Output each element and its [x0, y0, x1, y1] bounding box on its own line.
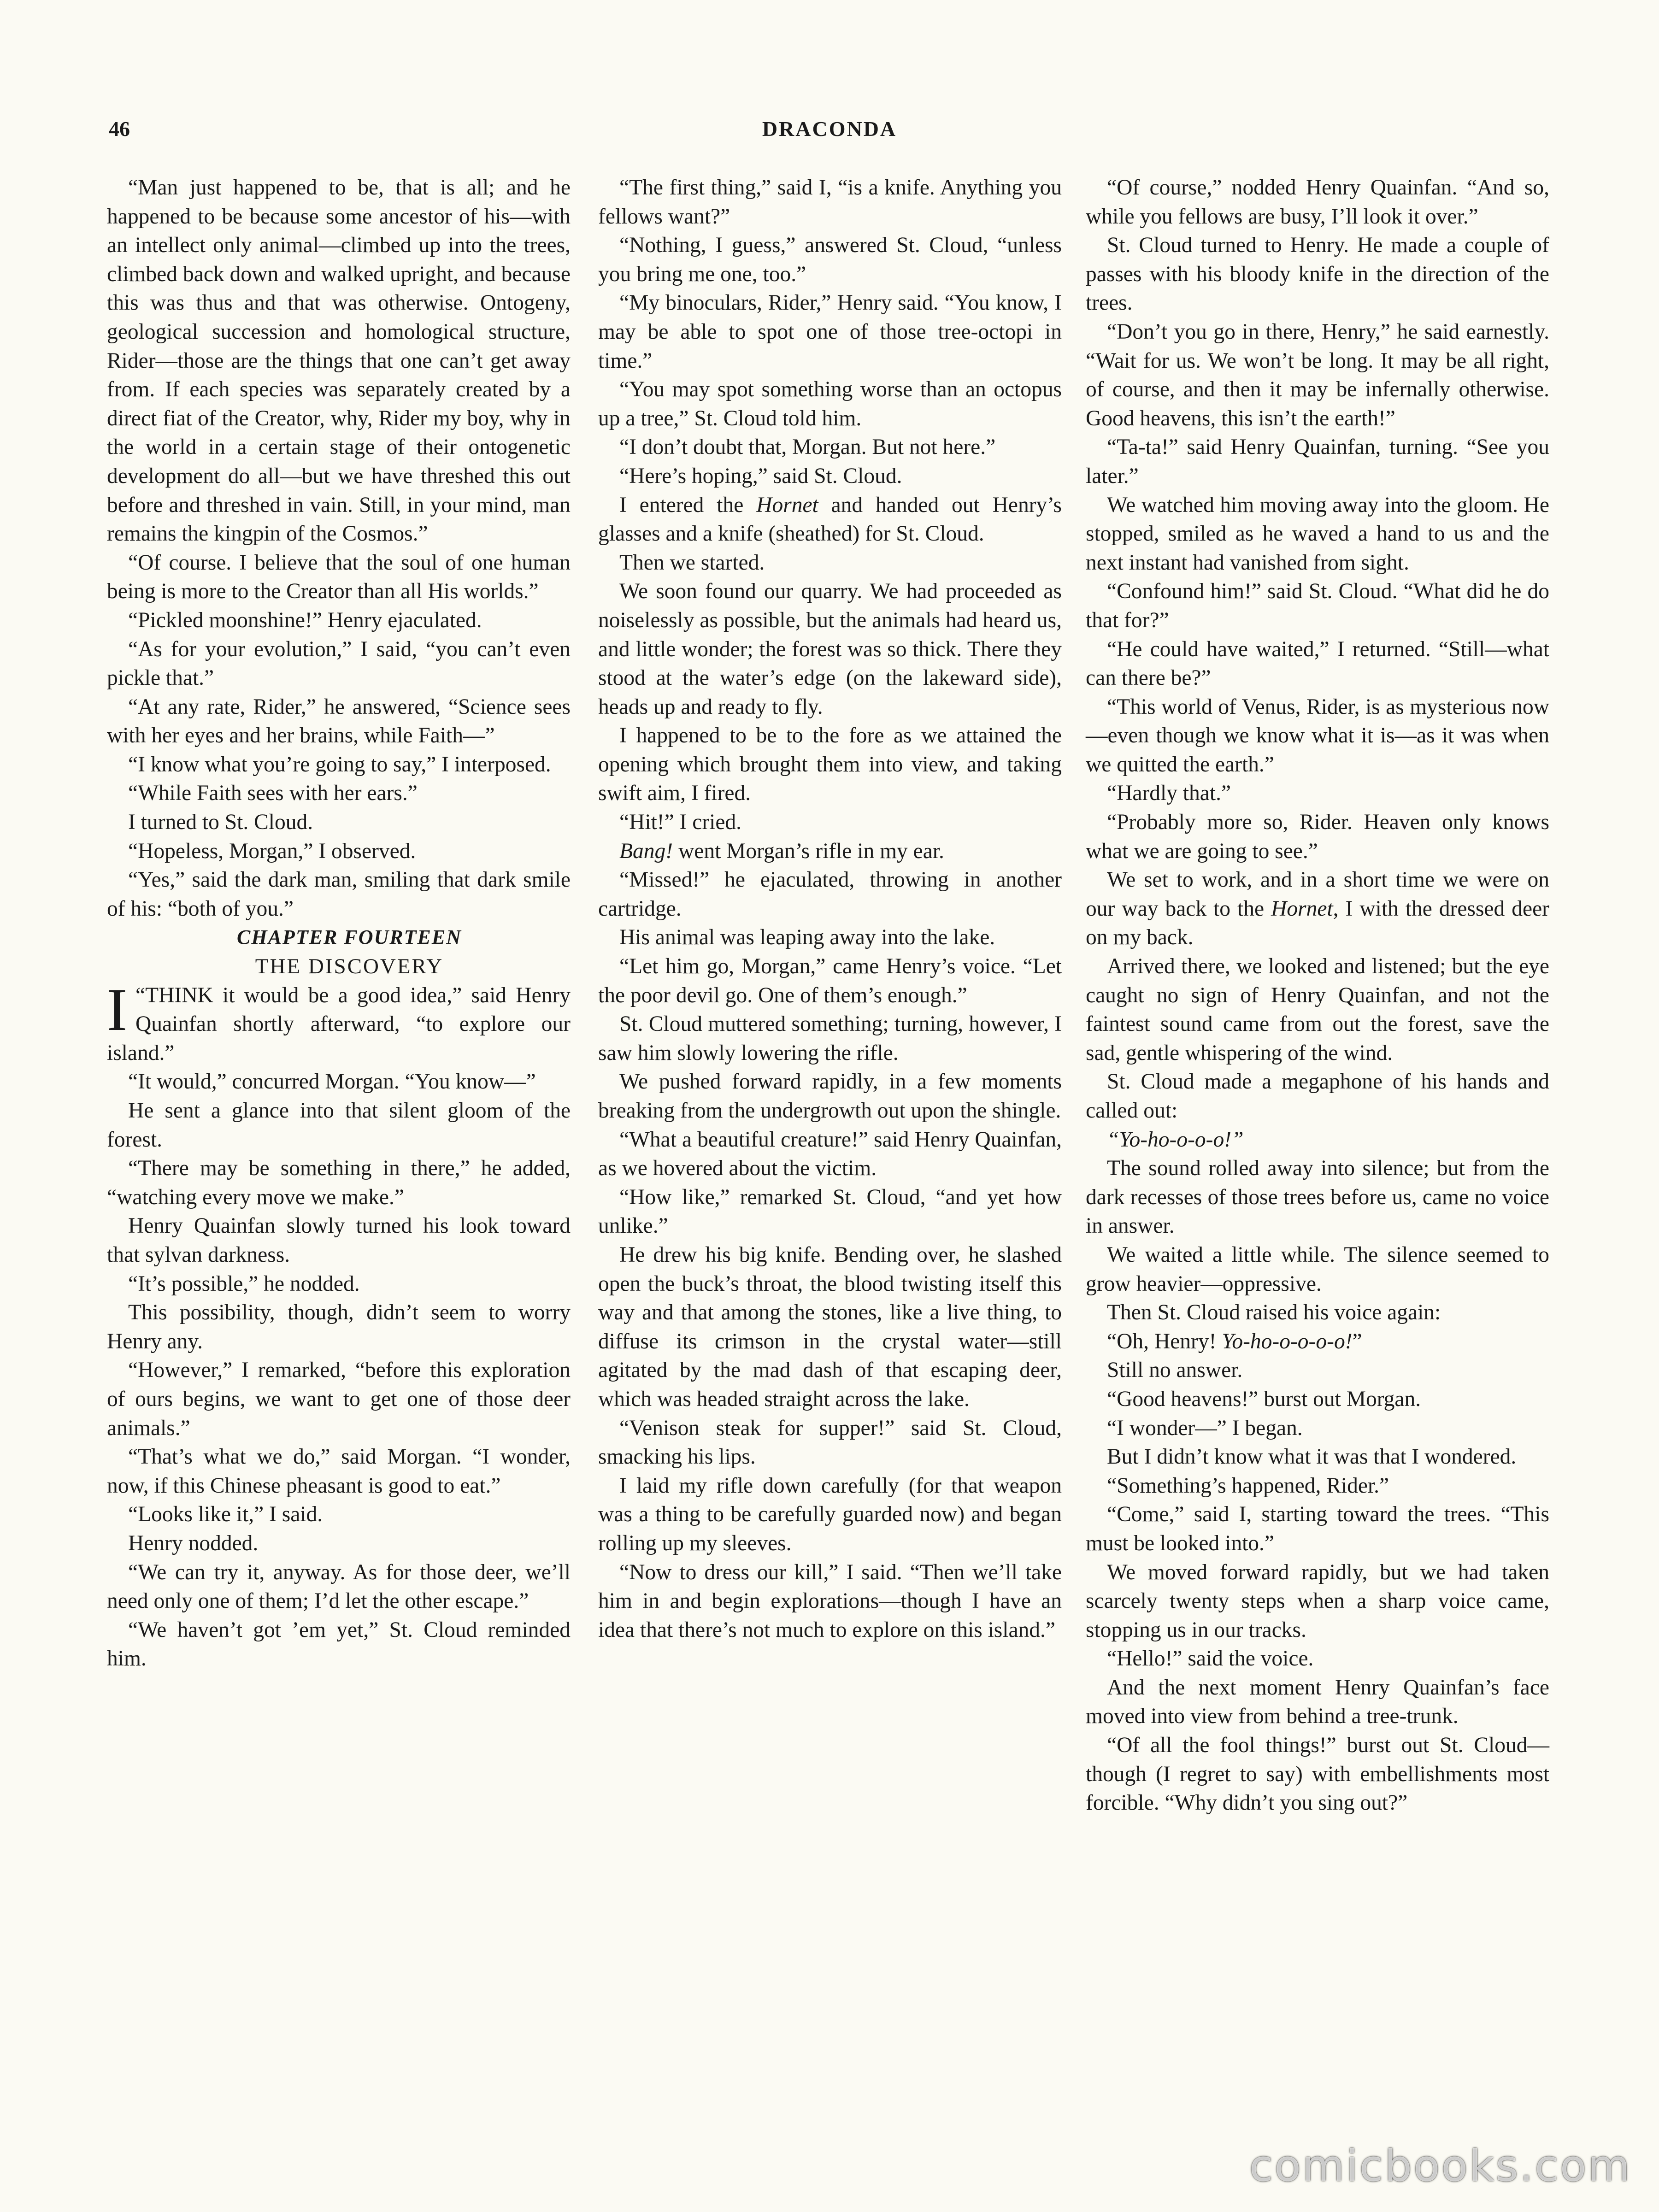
paragraph: “Nothing, I guess,” answered St. Cloud, “unless you bring me one, too.” [598, 233, 1062, 286]
paragraph: “You may spot something worse than an octopus up a tree,” St. Cloud told him. [598, 377, 1062, 430]
paragraph: “I know what you’re going to say,” I interposed. [128, 752, 551, 777]
paragraph: “Come,” said I, starting toward the trees. “This must be looked into.” [1086, 1502, 1549, 1555]
paragraph: I laid my rifle down carefully (for that weapon was a thing to be carefully guarded now) and began rolling up my sleeves. [598, 1473, 1062, 1555]
running-title: DRACONDA [762, 117, 897, 141]
paragraph: “What a beautiful creature!” said Henry Quainfan, as we hovered about the victim. [598, 1127, 1062, 1181]
paragraph: “Looks like it,” I said. [128, 1502, 323, 1527]
paragraph: “The first thing,” said I, “is a knife. Anything you fellows want?” [598, 176, 1062, 229]
paragraph: “That’s what we do,” said Morgan. “I wonder, now, if this Chinese pheasant is good to eat.” [107, 1445, 571, 1498]
paragraph: Still no answer. [1107, 1358, 1243, 1382]
page-header [0, 111, 1659, 147]
paragraph: “Hopeless, Morgan,” I observed. [128, 839, 416, 863]
paragraph: We watched him moving away into the gloom. He stopped, smiled as he waved a hand to us and the next instant had vanished from sight. [1086, 493, 1549, 575]
paragraph: “Of course,” nodded Henry Quainfan. “And so, while you fellows are busy, I’ll look it over.” [1086, 176, 1549, 229]
paragraph: We moved forward rapidly, but we had taken scarcely twenty steps when a sharp voice came, stopping us in our tracks. [1086, 1560, 1549, 1642]
paragraph: “Pickled moonshine!” Henry ejaculated. [128, 608, 482, 632]
paragraph: His animal was leaping away into the lake. [619, 925, 995, 950]
column-1-paragraphs-after [107, 1067, 571, 1673]
paragraph: “There may be something in there,” he added, “watching every move we make.” [107, 1156, 571, 1209]
paragraph: “I don’t doubt that, Morgan. But not here.” [619, 435, 996, 459]
paragraph: “My binoculars, Rider,” Henry said. “You know, I may be able to spot one of those tree-octopi in time.” [598, 291, 1062, 373]
paragraph: “How like,” remarked St. Cloud, “and yet how unlike.” [598, 1185, 1062, 1238]
paragraph: I entered the Hornet and handed out Henry’s glasses and a knife (sheathed) for St. Cloud. [598, 493, 1062, 546]
text-column-1 [107, 173, 571, 1673]
paragraph: “Don’t you go in there, Henry,” he said earnestly. “Wait for us. We won’t be long. It may be all right, of course, and then it may be infernally otherwise. Good heavens, this isn’t the earth!” [1086, 319, 1549, 430]
paragraph: Arrived there, we looked and listened; but the eye caught no sign of Henry Quainfan, and not the faintest sound came from out the forest, save the sad, gentle whispering of the wind. [1086, 954, 1549, 1065]
paragraph: “Confound him!” said St. Cloud. “What did he do that for?” [1086, 579, 1549, 632]
paragraph: “This world of Venus, Rider, is as mysterious now—even though we know what it is—as it was when we quitted the earth.” [1086, 694, 1549, 777]
paragraph: “At any rate, Rider,” he answered, “Science sees with her eyes and her brains, while Faith—” [107, 694, 571, 748]
paragraph: St. Cloud turned to Henry. He made a couple of passes with his bloody knife in the direction of the trees. [1086, 233, 1549, 315]
paragraph: “It would,” concurred Morgan. “You know—” [128, 1070, 536, 1094]
drop-cap: I [107, 975, 127, 1043]
paragraph: “Probably more so, Rider. Heaven only knows what we are going to see.” [1086, 810, 1549, 863]
paragraph: Then we started. [619, 550, 765, 575]
paragraph: “Ta-ta!” said Henry Quainfan, turning. “See you later.” [1086, 435, 1549, 488]
paragraph: “Hello!” said the voice. [1107, 1647, 1314, 1671]
chapter-label: CHAPTER FOURTEEN [237, 926, 462, 949]
text-column-3 [1086, 173, 1549, 1818]
paragraph: St. Cloud made a megaphone of his hands and called out: [1086, 1070, 1549, 1123]
paragraph: “We can try it, anyway. As for those deer, we’ll need only one of them; I’d let the other escape.” [107, 1560, 571, 1613]
paragraph: This possibility, though, didn’t seem to worry Henry any. [107, 1300, 571, 1353]
paragraph: Henry Quainfan slowly turned his look toward that sylvan darkness. [107, 1214, 571, 1267]
paragraph: “Here’s hoping,” said St. Cloud. [619, 464, 902, 488]
paragraph: We set to work, and in a short time we were on our way back to the Hornet, I with the dressed deer on my back. [1086, 868, 1549, 950]
paragraph: St. Cloud muttered something; turning, however, I saw him slowly lowering the rifle. [598, 1012, 1062, 1065]
paragraph: We pushed forward rapidly, in a few moments breaking from the undergrowth out upon the shingle. [598, 1070, 1062, 1123]
paragraph: “Hardly that.” [1107, 781, 1231, 806]
paragraph: Henry nodded. [128, 1531, 259, 1555]
paragraph: “Of all the fool things!” burst out St. Cloud—though (I regret to say) with embellishments most forcible. “Why didn’t you sing out?” [1086, 1733, 1549, 1815]
paragraph: We waited a little while. The silence seemed to grow heavier—oppressive. [1086, 1242, 1549, 1296]
paragraph: “Of course. I believe that the soul of one human being is more to the Creator than all His worlds.” [107, 550, 571, 604]
paragraph: “Venison steak for supper!” said St. Cloud, smacking his lips. [598, 1416, 1062, 1469]
opening-quote: “ [135, 983, 146, 1007]
paragraph: “Now to dress our kill,” I said. “Then we’ll take him in and begin explorations—though I have an idea that there’s not much to explore on this island.” [598, 1560, 1062, 1642]
opening-text: THINK it would be a good idea,” said Henry Quainfan shortly afterward, “to explore our island.” [107, 983, 571, 1065]
paragraph: I turned to St. Cloud. [128, 810, 313, 835]
paragraph: And the next moment Henry Quainfan’s face moved into view from behind a tree-trunk. [1086, 1675, 1549, 1729]
paragraph: “It’s possible,” he nodded. [128, 1271, 360, 1296]
paragraph: “We haven’t got ’em yet,” St. Cloud reminded him. [107, 1618, 571, 1671]
paragraph: “Oh, Henry! Yo-ho-o-o-o-o!” [1107, 1329, 1362, 1353]
paragraph: Bang! went Morgan’s rifle in my ear. [619, 839, 944, 863]
paragraph: “Missed!” he ejaculated, throwing in another cartridge. [598, 868, 1062, 921]
paragraph: “Yes,” said the dark man, smiling that dark smile of his: “both of you.” [107, 868, 571, 921]
chapter-title: THE DISCOVERY [255, 954, 444, 979]
paragraph: Then St. Cloud raised his voice again: [1107, 1300, 1441, 1325]
text-column-2 [598, 173, 1062, 1644]
paragraph: We soon found our quarry. We had proceeded as noiselessly as possible, but the animals had heard us, and little wonder; the forest was so thick. There they stood at the water’s edge (on the lakeward side), heads up and ready to fly. [598, 579, 1062, 719]
paragraph: “I wonder—” I began. [1107, 1416, 1303, 1440]
paragraph: “Something’s happened, Rider.” [1107, 1473, 1389, 1498]
watermark: comicbooks.com [1249, 2141, 1631, 2191]
chapter-opening-paragraph [107, 975, 571, 1068]
paragraph: He drew his big knife. Bending over, he slashed open the buck’s throat, the blood twisting itself this way and that among the stones, like a live thing, to diffuse its crimson in the crystal water—still agitated by the mad dash of that escaping deer, which was headed straight across the lake. [598, 1242, 1062, 1411]
paragraph: I happened to be to the fore as we attained the opening which brought them into view, and taking swift aim, I fired. [598, 724, 1062, 806]
paragraph: “Yo-ho-o-o-o!” [1107, 1127, 1244, 1152]
paragraph: But I didn’t know what it was that I wondered. [1107, 1445, 1517, 1469]
paragraph: He sent a glance into that silent gloom of the forest. [107, 1099, 571, 1152]
paragraph: “However,” I remarked, “before this exploration of ours begins, we want to get one of those deer animals.” [107, 1358, 571, 1440]
page-number: 46 [109, 117, 130, 141]
column-1-paragraphs [107, 173, 571, 923]
paragraph: “Hit!” I cried. [619, 810, 742, 835]
paragraph: “As for your evolution,” I said, “you can’t even pickle that.” [107, 637, 571, 690]
paragraph: “Let him go, Morgan,” came Henry’s voice. “Let the poor devil go. One of them’s enough.” [598, 954, 1062, 1007]
paragraph: “Man just happened to be, that is all; and he happened to be because some ancestor of his—with an intellect only animal—climbed up into the trees, climbed back down and walked upright, and because this was thus and that was otherwise. Ontogeny, geological succession and homological structure, Rider—those are the things that one can’t get away from. If each species was separately created by a direct fiat of the Creator, why, Rider my boy, why in the world in a certain stage of their ontogenetic development do all—but we have threshed this out before and threshed in vain. Still, in your mind, man remains the kingpin of the Cosmos.” [107, 176, 571, 546]
paragraph: “He could have waited,” I returned. “Still—what can there be?” [1086, 637, 1549, 690]
paragraph: The sound rolled away into silence; but from the dark recesses of those trees before us, came no voice in answer. [1086, 1156, 1549, 1238]
paragraph: “Good heavens!” burst out Morgan. [1107, 1387, 1421, 1411]
paragraph: “While Faith sees with her ears.” [128, 781, 418, 806]
